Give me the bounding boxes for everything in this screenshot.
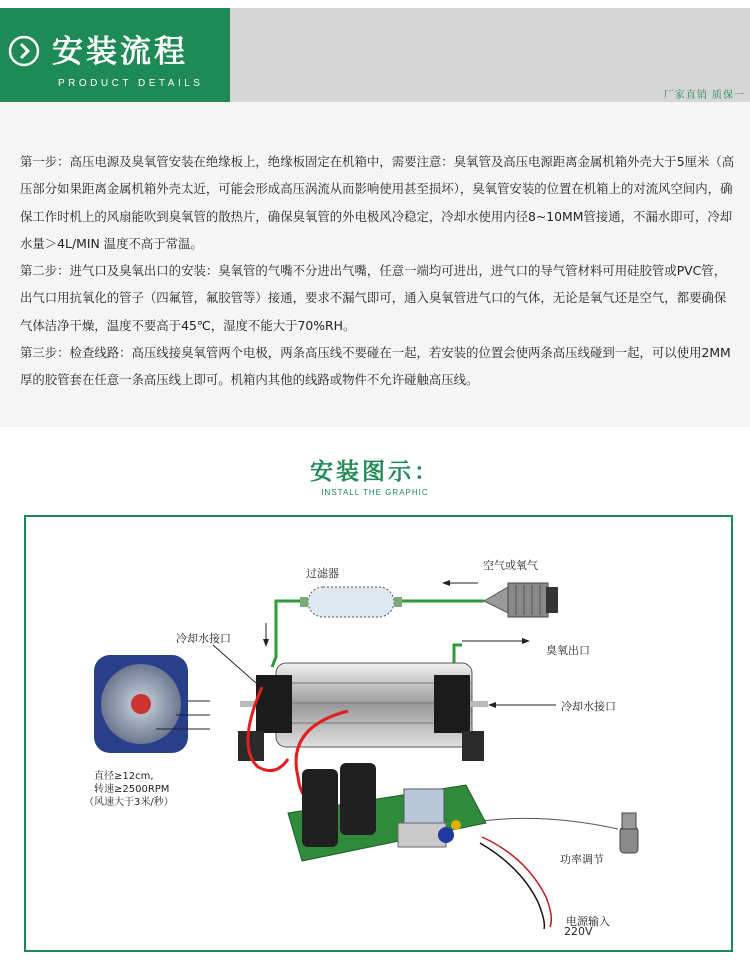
label-filter: 过滤器 bbox=[306, 567, 339, 580]
air-inlet-connector bbox=[484, 583, 558, 617]
step-2-text: 第二步：进气口及臭氧出口的安装：臭氧管的气嘴不分进出气嘴，任意一端均可进出，进气口的导气管材料可用硅胶管或PVC管，出气口用抗氧化的管子（四氟管，氟胶管等）接通，要求不漏气即可，通入臭氧管进气口的气体，无论是氧气还是空气，都要确保气体洁净干燥，温度不要高于45℃，湿度不能大于70%RH。 bbox=[20, 263, 727, 333]
label-fan-speed: 转速≥2500RPM bbox=[94, 784, 170, 795]
label-cooling-water-right: 冷却水接口 bbox=[561, 700, 616, 713]
label-cooling-water-left: 冷却水接口 bbox=[176, 632, 231, 645]
leader-line-left bbox=[213, 645, 256, 683]
page-title: 安装流程 bbox=[52, 34, 188, 70]
power-adjust-wire bbox=[482, 818, 618, 829]
instructions-text bbox=[20, 148, 738, 394]
page-subtitle: PRODUCT DETAILS bbox=[58, 78, 204, 89]
step-1-text: 第一步：高压电源及臭氧管安装在绝缘板上，绝缘板固定在机箱中，需要注意：臭氧管及高压电源距离金属机箱外壳大于5厘米（高压部分如果距离金属机箱外壳太近，可能会形成高压涡流从而影响使用甚至损坏），臭氧管安装的位置在机箱上的对流风空间内，确保工作时机上的风扇能吹到臭氧管的散热片，确保臭氧管的外电极风冷稳定，冷却水使用内径8~10MM管接通，不漏水即可，冷却水量＞4L/MIN 温度不高于常温。 bbox=[20, 154, 735, 251]
graphic-subtitle: INSTALL THE GRAPHIC bbox=[321, 488, 429, 497]
diagram-canvas bbox=[26, 517, 731, 950]
ozone-outlet-tube bbox=[454, 645, 462, 663]
label-air-oxygen: 空气或氧气 bbox=[483, 559, 538, 572]
graphic-title: 安装图示： bbox=[310, 459, 440, 485]
label-fan-wind: （风速大于3米/秒） bbox=[84, 797, 174, 808]
installation-diagram bbox=[24, 515, 733, 952]
power-adjust-knob bbox=[620, 813, 638, 853]
ozone-tube bbox=[238, 663, 488, 761]
header-slogan: 厂家直销 质保一 bbox=[663, 90, 745, 101]
filter-cartridge bbox=[300, 587, 402, 617]
label-ozone-outlet: 臭氧出口 bbox=[546, 644, 590, 657]
chevron-right-circle-icon bbox=[8, 35, 40, 67]
label-power-input: 电源输入 bbox=[566, 915, 610, 928]
step-3-text: 第三步：检查线路：高压线接臭氧管两个电极，两条高压线不要碰在一起，若安装的位置会使两条高压线碰到一起，可以使用2MM厚的胶管套在任意一条高压线上即可。机箱内其他的线路或物件不允许碰触高压线。 bbox=[20, 345, 731, 388]
label-power-adjust: 功率调节 bbox=[560, 853, 604, 866]
header-title-block bbox=[0, 8, 230, 102]
cooling-fan bbox=[94, 655, 210, 753]
label-voltage: 220V bbox=[564, 925, 593, 938]
label-fan-diameter: 直径≥12cm, bbox=[94, 771, 154, 782]
power-supply-board bbox=[288, 763, 486, 861]
